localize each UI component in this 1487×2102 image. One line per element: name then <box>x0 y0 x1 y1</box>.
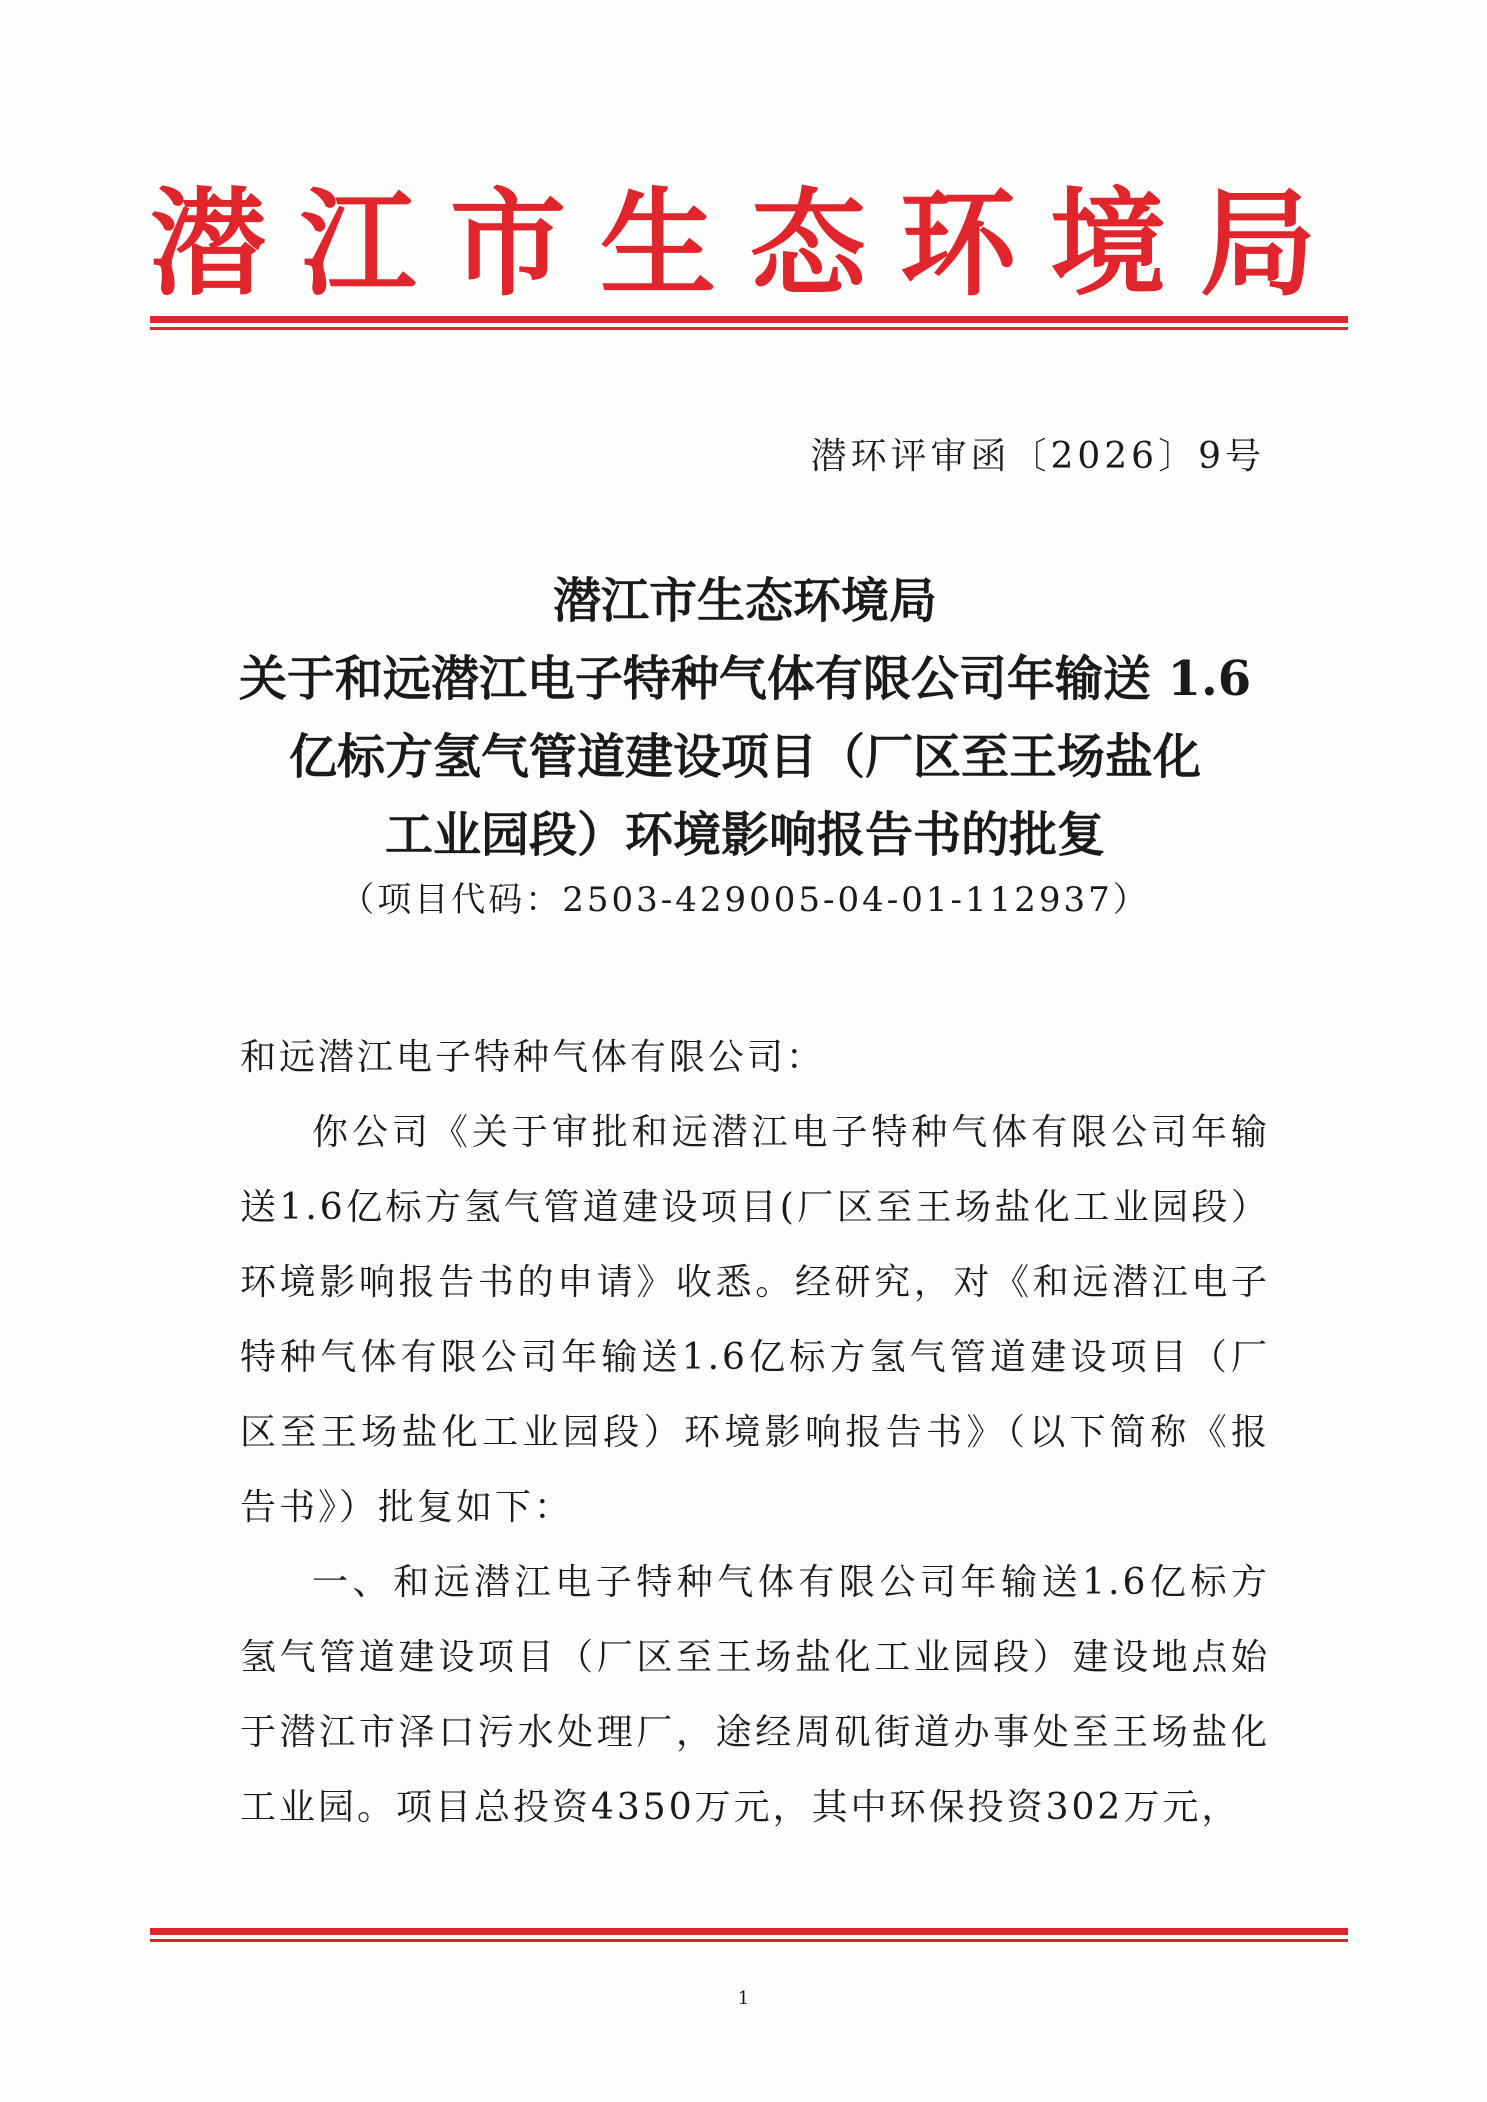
title-line-2: 关于和远潜江电子特种气体有限公司年输送 1.6 <box>238 651 1252 707</box>
page-number: 1 <box>737 1988 750 2009</box>
agency-masthead: 潜江市生态环境局 <box>150 177 1350 312</box>
header-red-rule <box>150 316 1348 323</box>
document-body <box>240 1020 1270 1845</box>
header-red-rule-thin <box>150 327 1348 330</box>
document-number: 潜环评审函〔2026〕9号 <box>810 436 1265 477</box>
paragraph-1: 你公司《关于审批和远潜江电子特种气体有限公司年输送1.6亿标方氢气管道建设项目(厂区至王场盐化工业园段）环境影响报告书的申请》收悉。经研究，对《和远潜江电子特种气体有限公司年输送1.6亿标方氢气管道建设项目（厂区至王场盐化工业园段）环境影响报告书》（以下简称《报告书》）批复如下： <box>240 1112 1270 1528</box>
footer-red-rule <box>150 1928 1348 1935</box>
footer-red-rule-thin <box>150 1939 1348 1942</box>
title-line-3: 亿标方氢气管道建设项目（厂区至王场盐化 <box>288 729 1201 785</box>
paragraph-2: 一、和远潜江电子特种气体有限公司年输送1.6亿标方氢气管道建设项目（厂区至王场盐化工业园段）建设地点始于潜江市泽口污水处理厂，途经周矶街道办事处至王场盐化工业园。项目总投资4350万元，其中环保投资302万元， <box>240 1562 1270 1828</box>
document-title <box>200 562 1290 874</box>
title-line-4: 工业园段）环境影响报告书的批复 <box>384 807 1105 863</box>
project-code: （项目代码：2503-429005-04-01-112937） <box>340 880 1150 920</box>
title-line-1: 潜江市生态环境局 <box>552 573 937 629</box>
salutation: 和远潜江电子特种气体有限公司： <box>240 1037 826 1078</box>
